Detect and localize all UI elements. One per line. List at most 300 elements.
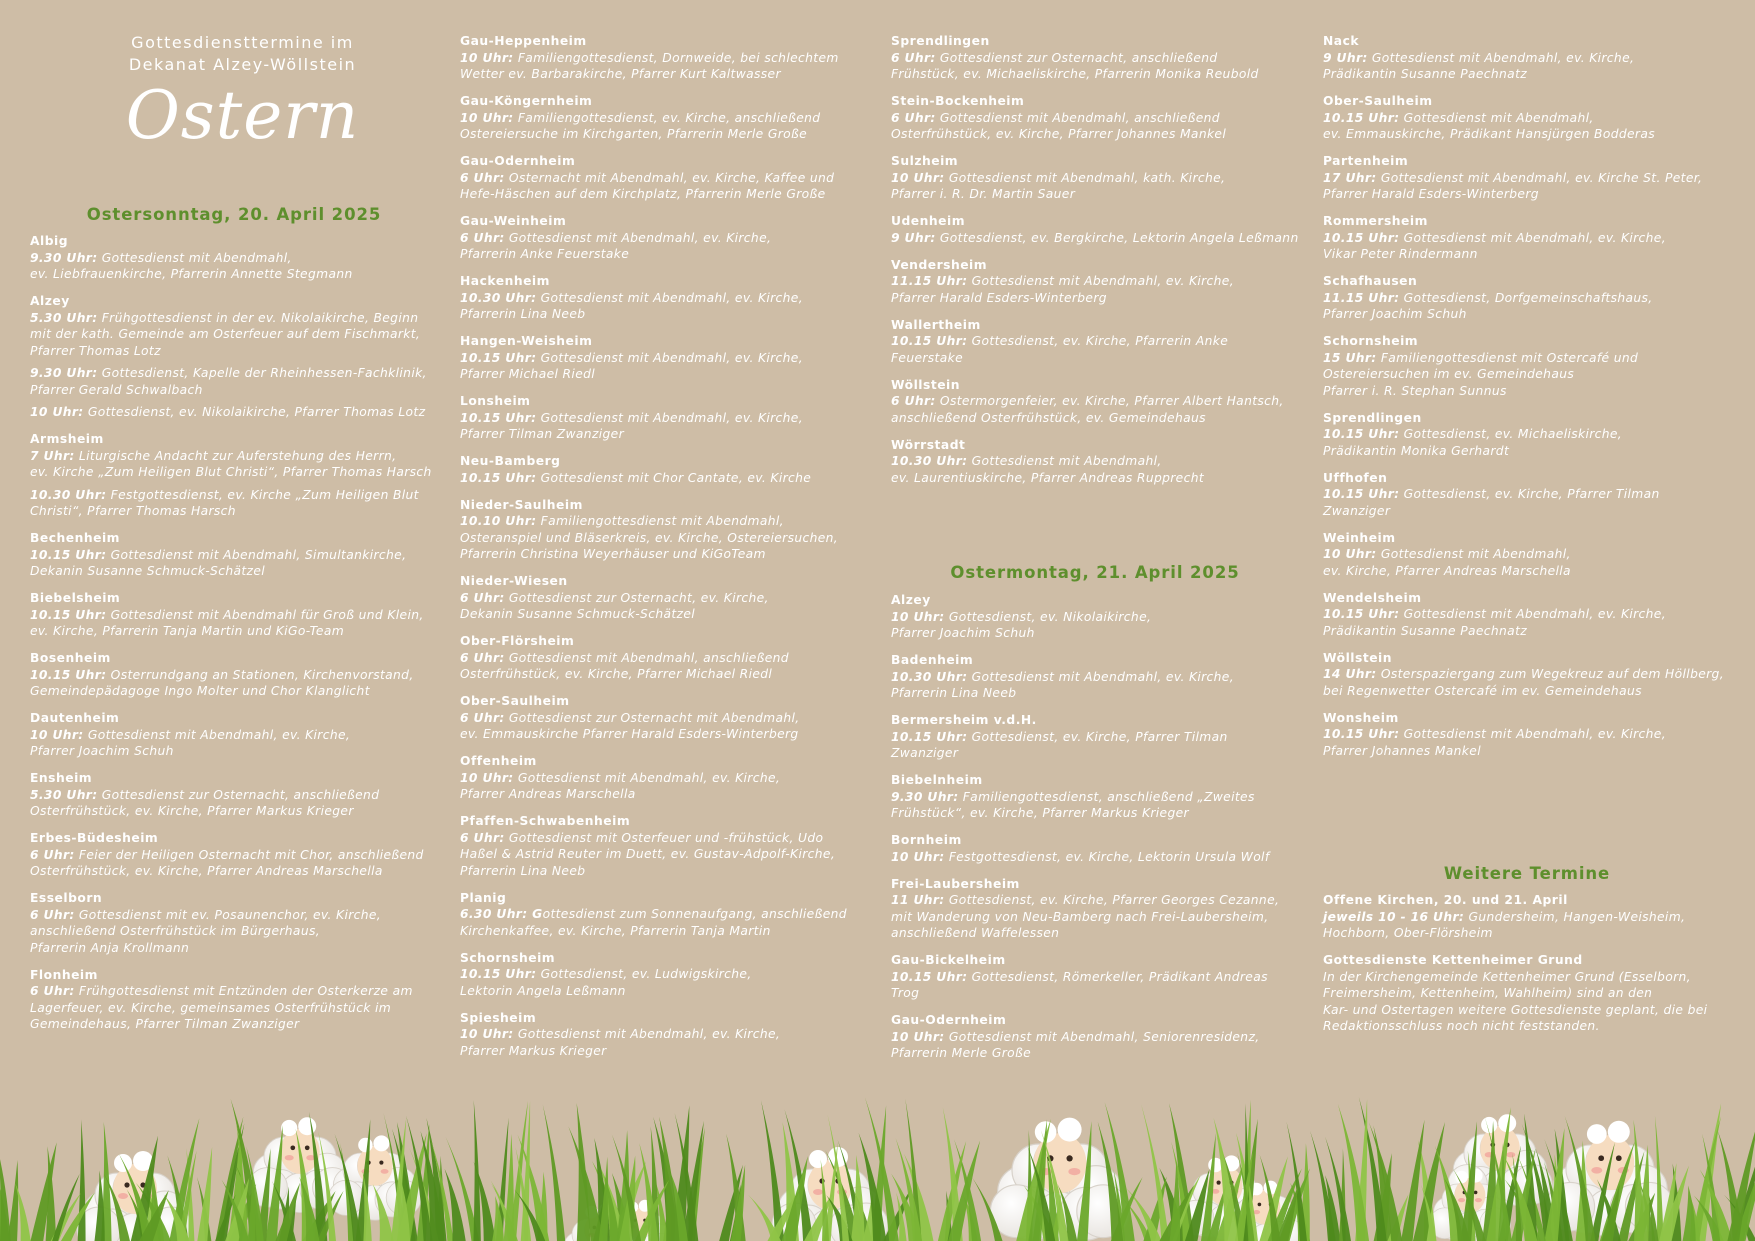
entry-service <box>460 50 868 83</box>
service-time: 10.15 Uhr: <box>460 350 537 365</box>
entry-service <box>891 110 1299 143</box>
entry-place: Bechenheim <box>30 531 120 545</box>
service-description: Festgottesdienst, ev. Kirche „Zum Heiligen Blut Christi“, Pfarrer Thomas Harsch <box>30 487 419 518</box>
service-time: 10 Uhr: <box>891 1029 945 1044</box>
service-time: 10 Uhr: <box>891 170 945 185</box>
schedule-entry <box>460 1010 868 1060</box>
service-description: Gundersheim, Hangen-Weisheim, Hochborn, Ober-Flörsheim <box>1323 909 1686 940</box>
entry-service <box>1323 486 1731 519</box>
entry-service <box>891 273 1299 306</box>
service-description: Gottesdienst zur Osternacht, ev. Kirche, Dekanin Susanne Schmuck-Schätzel <box>460 590 769 621</box>
schedule-entry <box>460 813 868 879</box>
entry-place: Wöllstein <box>1323 650 1393 665</box>
schedule-entry <box>30 650 438 700</box>
entry-place: Gau-Heppenheim <box>460 34 587 48</box>
schedule-entry <box>891 712 1299 762</box>
service-description: Gottesdienst mit Abendmahl, ev. Emmauskirche, Prädikant Hansjürgen Bodderas <box>1323 110 1655 141</box>
service-description: Gottesdienst mit Abendmahl, ev. Kirche, Pfarrer Joachim Schuh <box>30 727 351 758</box>
entry-service <box>891 453 1299 486</box>
schedule-entry <box>1323 710 1731 760</box>
service-time: 6 Uhr: <box>30 907 75 922</box>
service-time: 5.30 Uhr: <box>30 787 98 802</box>
entry-service <box>30 547 438 580</box>
entry-service <box>1323 170 1731 203</box>
service-time: 6 Uhr: <box>460 170 505 185</box>
entry-place: Flonheim <box>30 967 98 982</box>
entry-place: Nieder-Saulheim <box>460 497 583 512</box>
service-description: Gottesdienst mit Abendmahl, ev. Kirche, Pfarrerin Anke Feuerstake <box>460 230 772 261</box>
service-description: Liturgische Andacht zur Auferstehung des Herrn, ev. Kirche „Zum Heiligen Blut Christi“, Pfarrer Thomas Harsch <box>30 448 432 479</box>
entry-service <box>30 667 438 700</box>
service-description: Gottesdienst mit Abendmahl, ev. Kirche, Pfarrer Johannes Mankel <box>1323 727 1666 758</box>
entry-service <box>30 907 438 957</box>
service-time: 10 Uhr: <box>891 849 945 864</box>
service-time: 9 Uhr: <box>1323 50 1368 65</box>
service-description: Gottesdienst mit Osterfeuer und -frühstück, Udo Haßel & Astrid Reuter im Duett, ev. Gustav-Adpolf-Kirche, Pfarrerin Lina Neeb <box>460 830 836 878</box>
entry-place: Hackenheim <box>460 274 550 288</box>
service-description: Familiengottesdienst mit Abendmahl, Osteranspiel und Bläserkreis, ev. Kirche, Ostereiersuchen, Pfarrerin Christina Weyerhäuser und KiGoTeam <box>460 514 839 561</box>
service-description: Gottesdienst, ev. Ludwigskirche, Lektorin Angela Leßmann <box>460 967 752 998</box>
entry-service <box>1323 50 1731 83</box>
entry-place: Bosenheim <box>30 651 111 665</box>
service-description: Gottesdienst mit Abendmahl, ev. Liebfrauenkirche, Pfarrerin Annette Stegmann <box>30 250 353 281</box>
entry-service <box>891 969 1299 1002</box>
entry-place: Partenheim <box>1323 154 1409 168</box>
entry-place: Gau-Weinheim <box>460 214 567 228</box>
section-title-more-dates: Weitere Termine <box>1443 864 1611 883</box>
service-description: Gottesdienst, Dorfgemeinschaftshaus, Pfarrer Joachim Schuh <box>1323 290 1653 321</box>
service-time: 10.15 Uhr: <box>460 967 537 981</box>
service-time: 10 Uhr: <box>30 727 84 742</box>
entry-place: Wallertheim <box>891 317 981 332</box>
schedule-entry <box>891 153 1299 203</box>
entry-place: Frei-Laubersheim <box>891 876 1020 891</box>
entry-place: Alzey <box>891 593 931 607</box>
service-description: Gottesdienst, ev. Kirche, Pfarrer Tilman Zwanziger <box>891 729 1228 760</box>
entry-service <box>460 966 868 999</box>
service-description: Gottesdienst mit Abendmahl, ev. Kirche, Pfarrer Michael Riedl <box>460 350 803 381</box>
section-title-easter-monday: Ostermontag, 21. April 2025 <box>950 563 1240 582</box>
entry-service <box>30 487 438 520</box>
service-description: Frühgottesdienst in der ev. Nikolaikirche, Beginn mit der kath. Gemeinde am Osterfeuer auf dem Fischmarkt, Pfarrer Thomas Lotz <box>30 310 421 358</box>
entry-service <box>1323 606 1731 639</box>
entry-place: Neu-Bamberg <box>460 454 561 468</box>
entry-place: Ober-Saulheim <box>460 694 570 708</box>
entry-place: Spiesheim <box>460 1010 537 1025</box>
schedule-entry <box>891 377 1299 427</box>
service-description: Gottesdienst mit ev. Posaunenchor, ev. Kirche, anschließend Osterfrühstück im Bürgerhaus, Pfarrerin Anja Krollmann <box>30 907 382 955</box>
entry-service <box>1323 909 1731 942</box>
entry-place: Offenheim <box>460 754 537 768</box>
flyer-title: Ostern <box>125 77 360 154</box>
entry-service <box>460 290 868 323</box>
service-time: 10.15 Uhr: <box>1323 607 1400 621</box>
schedule-entry <box>30 530 438 580</box>
service-time: 10 Uhr: <box>460 1027 514 1041</box>
service-description: Gottesdienst, ev. Kirche, Pfarrer Tilman Zwanziger <box>1323 487 1660 518</box>
service-description: Gottesdienst mit Abendmahl, ev. Kirche, Vikar Peter Rindermann <box>1323 230 1666 261</box>
entries-col2 <box>460 33 868 1070</box>
entry-service <box>1323 110 1731 143</box>
service-time: 10.15 Uhr: <box>891 729 968 744</box>
service-description: Gottesdienst zur Osternacht, anschließend Frühstück, ev. Michaeliskirche, Pfarrerin Monika Reubold <box>891 50 1259 81</box>
schedule-entry <box>891 832 1299 865</box>
service-description: ottesdienst zum Sonnenaufgang, anschließend Kirchenkaffee, ev. Kirche, Pfarrerin Tanja Martin <box>460 907 847 938</box>
entry-place: Offene Kirchen, 20. und 21. April <box>1323 893 1568 907</box>
entry-place: Alzey <box>30 294 70 308</box>
entry-service <box>460 513 868 563</box>
service-time: 11.15 Uhr: <box>1323 290 1400 305</box>
schedule-entry <box>460 753 868 803</box>
schedule-entry <box>891 33 1299 83</box>
service-description: Osterspaziergang zum Wegekreuz auf dem Höllberg, bei Regenwetter Ostercafé im ev. Gemeindehaus <box>1323 667 1724 698</box>
schedule-entry <box>30 770 438 820</box>
service-time: 6 Uhr: <box>30 847 75 862</box>
entry-service <box>1323 290 1731 323</box>
entry-service <box>30 310 438 360</box>
entry-service <box>460 830 868 880</box>
service-description: Gottesdienst mit Abendmahl, ev. Kirche, Pfarrerin Lina Neeb <box>460 290 803 321</box>
service-time: 9.30 Uhr: <box>30 250 98 265</box>
service-description: Familiengottesdienst, ev. Kirche, anschließend Ostereiersuche im Kirchgarten, Pfarrerin Merle Große <box>460 110 821 141</box>
schedule-entry <box>460 633 868 683</box>
service-description: Gottesdienst mit Abendmahl, ev. Kirche, Pfarrer Andreas Marschella <box>1323 547 1571 578</box>
entries-col3-monday <box>891 592 1299 1072</box>
entry-service <box>460 710 868 743</box>
service-time: 10.15 Uhr: <box>30 547 107 562</box>
schedule-entry <box>1323 410 1731 460</box>
schedule-entry <box>1323 530 1731 580</box>
service-description: Gottesdienst mit Abendmahl, ev. Kirche, Prädikantin Susanne Paechnatz <box>1323 607 1666 638</box>
entry-place: Ober-Flörsheim <box>460 634 575 648</box>
schedule-entry <box>460 573 868 623</box>
flyer-subtitle: Gottesdiensttermine im Dekanat Alzey-Wöllstein <box>128 33 357 74</box>
schedule-entry <box>891 652 1299 702</box>
service-description: Gottesdienst mit Abendmahl, ev. Kirche St. Peter, Pfarrer Harald Esders-Winterberg <box>1323 170 1703 201</box>
service-description: Gottesdienst, ev. Michaeliskirche, Prädikantin Monika Gerhardt <box>1323 427 1623 458</box>
service-description: Gottesdienst, ev. Nikolaikirche, Pfarrer Thomas Lotz <box>83 405 426 419</box>
schedule-entry <box>1323 650 1731 700</box>
schedule-entry <box>891 876 1299 942</box>
service-description: Gottesdienst zur Osternacht mit Abendmahl, ev. Emmauskirche Pfarrer Harald Esders-Winterberg <box>460 710 800 741</box>
service-time: 10.15 Uhr: <box>1323 727 1400 741</box>
schedule-entry <box>460 890 868 940</box>
service-time: 10.15 Uhr: <box>460 470 537 485</box>
service-description: Gottesdienst, ev. Bergkirche, Lektorin Angela Leßmann <box>935 230 1299 245</box>
grass-sheep-illustration <box>0 1091 1755 1241</box>
entry-service <box>460 906 868 939</box>
schedule-entry <box>1323 153 1731 203</box>
service-time: 10.30 Uhr: <box>30 487 107 502</box>
service-description: Familiengottesdienst, anschließend „Zweites Frühstück“, ev. Kirche, Pfarrer Markus Krieger <box>891 789 1255 820</box>
entry-place: Gau-Köngernheim <box>460 94 593 108</box>
entry-place: Erbes-Büdesheim <box>30 831 159 845</box>
entry-service <box>891 729 1299 762</box>
entry-service <box>30 607 438 640</box>
entries-col1 <box>30 233 438 1043</box>
entry-place: Pfaffen-Schwabenheim <box>460 814 631 828</box>
section-title-easter-sunday: Ostersonntag, 20. April 2025 <box>86 205 382 224</box>
entry-service <box>460 410 868 443</box>
entry-service <box>30 448 438 481</box>
entry-place: Nack <box>1323 34 1360 48</box>
service-time: 10.15 Uhr: <box>1323 487 1400 501</box>
entry-place: Wonsheim <box>1323 710 1399 725</box>
entry-service <box>460 350 868 383</box>
service-time: 6 Uhr: <box>460 650 505 665</box>
entry-service <box>30 404 438 421</box>
schedule-entry <box>30 967 438 1033</box>
schedule-entry <box>891 1012 1299 1062</box>
schedule-entry <box>1323 93 1731 143</box>
entry-service <box>30 365 438 398</box>
entry-place: Schornsheim <box>460 950 556 965</box>
entry-place: Esselborn <box>30 891 103 905</box>
service-description: Gottesdienst, Kapelle der Rheinhessen-Fachklinik, Pfarrer Gerald Schwalbach <box>30 366 427 397</box>
entry-place: Biebelsheim <box>30 591 121 605</box>
schedule-entry <box>1323 470 1731 520</box>
entry-place: Gau-Bickelheim <box>891 953 1006 967</box>
entry-service <box>1323 350 1731 400</box>
entry-service <box>1323 426 1731 459</box>
service-time: 10.15 Uhr: <box>30 607 107 622</box>
service-description: Gottesdienst mit Chor Cantate, ev. Kirche <box>536 470 812 485</box>
entry-place: Ober-Saulheim <box>1323 94 1433 108</box>
entry-place: Gau-Odernheim <box>460 154 576 168</box>
entry-place: Schornsheim <box>1323 334 1419 348</box>
entry-place: Gottesdienste Kettenheimer Grund <box>1323 953 1583 967</box>
entry-service <box>1323 230 1731 263</box>
entry-service <box>891 669 1299 702</box>
service-description: Gottesdienst mit Abendmahl, ev. Kirche, Prädikantin Susanne Paechnatz <box>1323 50 1635 81</box>
entry-service <box>891 892 1299 942</box>
schedule-entry <box>30 590 438 640</box>
entry-service <box>30 250 438 283</box>
service-time: 10.30 Uhr: <box>460 290 537 305</box>
entry-service <box>891 393 1299 426</box>
entry-service <box>460 110 868 143</box>
entry-service <box>460 650 868 683</box>
service-time: 10 Uhr: <box>30 405 84 419</box>
entry-service <box>460 230 868 263</box>
entry-service <box>460 170 868 203</box>
entry-place: Bermersheim v.d.H. <box>891 713 1037 727</box>
schedule-entry <box>1323 213 1731 263</box>
entry-service <box>460 770 868 803</box>
service-description: Gottesdienst mit Abendmahl, Simultankirche, Dekanin Susanne Schmuck-Schätzel <box>30 547 407 578</box>
entry-service <box>891 849 1299 866</box>
service-time: 6 Uhr: <box>460 830 505 845</box>
entry-service <box>891 609 1299 642</box>
schedule-entry <box>891 437 1299 487</box>
entry-service <box>1323 726 1731 759</box>
entry-place: Sprendlingen <box>891 34 990 48</box>
entry-place: Hangen-Weisheim <box>460 334 593 348</box>
service-description: Osterrundgang an Stationen, Kirchenvorstand, Gemeindepädagoge Ingo Molter und Chor Klanglicht <box>30 667 414 698</box>
service-time: 7 Uhr: <box>30 448 75 463</box>
entry-service <box>1323 546 1731 579</box>
entry-service <box>30 727 438 760</box>
service-time: 6 Uhr: <box>891 394 936 408</box>
service-time: 10.30 Uhr: <box>891 669 968 684</box>
service-time: 9.30 Uhr: <box>891 789 959 804</box>
service-description: Gottesdienst mit Abendmahl, Seniorenresidenz, Pfarrerin Merle Große <box>891 1029 1260 1060</box>
entry-service <box>891 333 1299 366</box>
service-time: 6 Uhr: <box>460 590 505 605</box>
schedule-entry <box>460 273 868 323</box>
service-description: Gottesdienst mit Abendmahl für Groß und Klein, ev. Kirche, Pfarrerin Tanja Martin und KiGo-Team <box>30 607 424 638</box>
schedule-entry <box>891 93 1299 143</box>
schedule-entry <box>30 890 438 956</box>
entry-place: Gau-Odernheim <box>891 1013 1007 1027</box>
service-description: In der Kirchengemeinde Kettenheimer Grund (Esselborn, Freimersheim, Kettenheim, Wahlheim) sind an den Kar- und Ostertagen weitere Gottesdienste geplant, die bei Redaktionsschluss noch nicht feststanden. <box>1323 969 1708 1033</box>
schedule-entry <box>460 213 868 263</box>
entry-place: Weinheim <box>1323 530 1396 545</box>
service-description: Gottesdienst mit Abendmahl, ev. Kirche, Pfarrer Andreas Marschella <box>460 770 781 801</box>
entry-place: Ensheim <box>30 771 93 785</box>
schedule-entry <box>891 772 1299 822</box>
service-description: Gottesdienst mit Abendmahl, ev. Laurentiuskirche, Pfarrer Andreas Rupprecht <box>891 454 1205 485</box>
entry-place: Wöllstein <box>891 377 961 392</box>
entry-place: Dautenheim <box>30 711 120 725</box>
service-description: Familiengottesdienst, Dornweide, bei schlechtem Wetter ev. Barbarakirche, Pfarrer Kurt Kaltwasser <box>460 50 839 81</box>
service-time: 14 Uhr: <box>1323 667 1377 681</box>
entries-col4-more <box>1323 892 1731 1045</box>
entry-place: Rommersheim <box>1323 214 1428 228</box>
schedule-entry <box>460 153 868 203</box>
service-time: 10 Uhr: <box>460 50 514 65</box>
service-time: 6 Uhr: <box>460 710 505 725</box>
entry-place: Albig <box>30 234 69 248</box>
service-description: Gottesdienst mit Abendmahl, ev. Kirche, Pfarrer Harald Esders-Winterberg <box>891 274 1234 305</box>
schedule-entry <box>891 213 1299 246</box>
service-description: Gottesdienst, ev. Kirche, Pfarrerin Anke Feuerstake <box>891 334 1229 365</box>
entry-service <box>1323 666 1731 699</box>
schedule-entry <box>1323 892 1731 942</box>
service-description: Gottesdienst mit Abendmahl, kath. Kirche, Pfarrer i. R. Dr. Martin Sauer <box>891 170 1226 201</box>
entry-place: Bornheim <box>891 833 962 847</box>
entry-service <box>891 170 1299 203</box>
entry-place: Schafhausen <box>1323 274 1418 288</box>
service-description: Gottesdienst mit Abendmahl, ev. Kirche, Pfarrerin Lina Neeb <box>891 669 1234 700</box>
entry-place: Badenheim <box>891 653 974 667</box>
schedule-entry <box>30 830 438 880</box>
schedule-entry <box>1323 333 1731 399</box>
entry-place: Udenheim <box>891 214 966 228</box>
entry-place: Sulzheim <box>891 154 959 168</box>
service-time: 10.15 Uhr: <box>30 667 107 682</box>
schedule-entry <box>1323 590 1731 640</box>
entry-place: Vendersheim <box>891 257 988 272</box>
entry-service <box>30 847 438 880</box>
schedule-entry <box>460 333 868 383</box>
service-time: 10.15 Uhr: <box>460 410 537 425</box>
schedule-entry <box>460 950 868 1000</box>
entry-place: Lonsheim <box>460 394 531 408</box>
service-time: 10.15 Uhr: <box>1323 110 1400 125</box>
entry-place: Armsheim <box>30 432 104 446</box>
schedule-entry <box>30 233 438 283</box>
schedule-entry <box>1323 952 1731 1035</box>
service-description: Gottesdienst mit Abendmahl, anschließend Osterfrühstück, ev. Kirche, Pfarrer Johannes Mankel <box>891 110 1227 141</box>
entry-place: Wörrstadt <box>891 437 966 452</box>
service-time: 9 Uhr: <box>891 230 936 245</box>
service-description: Familiengottesdienst mit Ostercafé und Ostereiersuchen im ev. Gemeindehaus Pfarrer i. R. Stephan Sunnus <box>1323 350 1639 398</box>
service-time: 10 Uhr: <box>1323 547 1377 561</box>
schedule-entry <box>460 453 868 486</box>
entry-place: Uffhofen <box>1323 470 1388 485</box>
service-description: Gottesdienst, ev. Nikolaikirche, Pfarrer Joachim Schuh <box>891 609 1152 640</box>
service-time: 6 Uhr: <box>891 110 936 125</box>
entry-service <box>891 230 1299 247</box>
service-description: Festgottesdienst, ev. Kirche, Lektorin Ursula Wolf <box>944 849 1270 864</box>
service-description: Osternacht mit Abendmahl, ev. Kirche, Kaffee und Hefe-Häschen auf dem Kirchplatz, Pfarrerin Merle Große <box>460 170 835 201</box>
schedule-entry <box>460 497 868 563</box>
schedule-entry <box>460 393 868 443</box>
entry-place: Planig <box>460 890 507 905</box>
service-time: 10.15 Uhr: <box>891 334 968 348</box>
entries-col3-sunday <box>891 33 1299 497</box>
service-time: 10 Uhr: <box>460 110 514 125</box>
schedule-entry <box>891 592 1299 642</box>
entries-col4-monday <box>1323 33 1731 770</box>
service-time: 6 Uhr: <box>460 230 505 245</box>
service-time: 10 Uhr: <box>460 770 514 785</box>
service-description: Gottesdienst, Römerkeller, Prädikant Andreas Trog <box>891 969 1268 1000</box>
service-time: 11.15 Uhr: <box>891 274 968 288</box>
service-time: 6 Uhr: <box>891 50 936 65</box>
service-time: 10.10 Uhr: <box>460 514 537 528</box>
entry-place: Sprendlingen <box>1323 410 1422 425</box>
schedule-entry <box>1323 33 1731 83</box>
schedule-entry <box>460 93 868 143</box>
entry-place: Stein-Bockenheim <box>891 94 1025 108</box>
entry-service <box>460 470 868 487</box>
schedule-entry <box>30 293 438 421</box>
entry-service <box>891 789 1299 822</box>
service-time: 17 Uhr: <box>1323 170 1377 185</box>
service-description: Gottesdienst mit Abendmahl, ev. Kirche, Pfarrer Markus Krieger <box>460 1027 781 1058</box>
service-description: Gottesdienst mit Abendmahl, anschließend Osterfrühstück, ev. Kirche, Pfarrer Michael Riedl <box>460 650 789 681</box>
service-time: 15 Uhr: <box>1323 350 1377 365</box>
schedule-entry <box>30 431 438 520</box>
entry-place: Biebelnheim <box>891 773 983 787</box>
entry-service <box>30 787 438 820</box>
service-time: 10.15 Uhr: <box>1323 230 1400 245</box>
service-description: Ostermorgenfeier, ev. Kirche, Pfarrer Albert Hantsch, anschließend Osterfrühstück, ev. Gemeindehaus <box>891 394 1284 425</box>
schedule-entry <box>1323 273 1731 323</box>
entry-place: Wendelsheim <box>1323 590 1422 605</box>
entry-place: Nieder-Wiesen <box>460 574 568 588</box>
service-time: 10 Uhr: <box>891 609 945 624</box>
service-description: Gottesdienst mit Abendmahl, ev. Kirche, Pfarrer Tilman Zwanziger <box>460 410 803 441</box>
service-time: 9.30 Uhr: <box>30 366 98 380</box>
entry-service <box>460 590 868 623</box>
service-time: jeweils 10 - 16 Uhr: <box>1323 909 1465 924</box>
service-time: 6 Uhr: <box>30 984 75 998</box>
schedule-entry <box>460 693 868 743</box>
service-description: Gottesdienst, ev. Kirche, Pfarrer Georges Cezanne, mit Wanderung von Neu-Bamberg nach Frei-Laubersheim, anschließend Waffelessen <box>891 893 1280 940</box>
service-time: 10.15 Uhr: <box>1323 427 1400 441</box>
service-description: Feier der Heiligen Osternacht mit Chor, anschließend Osterfrühstück, ev. Kirche, Pfarrer Andreas Marschella <box>30 847 424 878</box>
service-time: 5.30 Uhr: <box>30 310 98 325</box>
service-time: 11 Uhr: <box>891 893 945 907</box>
service-time: 10.30 Uhr: <box>891 454 968 468</box>
schedule-entry <box>891 317 1299 367</box>
service-description: Gottesdienst zur Osternacht, anschließend Osterfrühstück, ev. Kirche, Pfarrer Markus Krieger <box>30 787 380 818</box>
entry-service <box>30 983 438 1033</box>
entry-service <box>891 1029 1299 1062</box>
